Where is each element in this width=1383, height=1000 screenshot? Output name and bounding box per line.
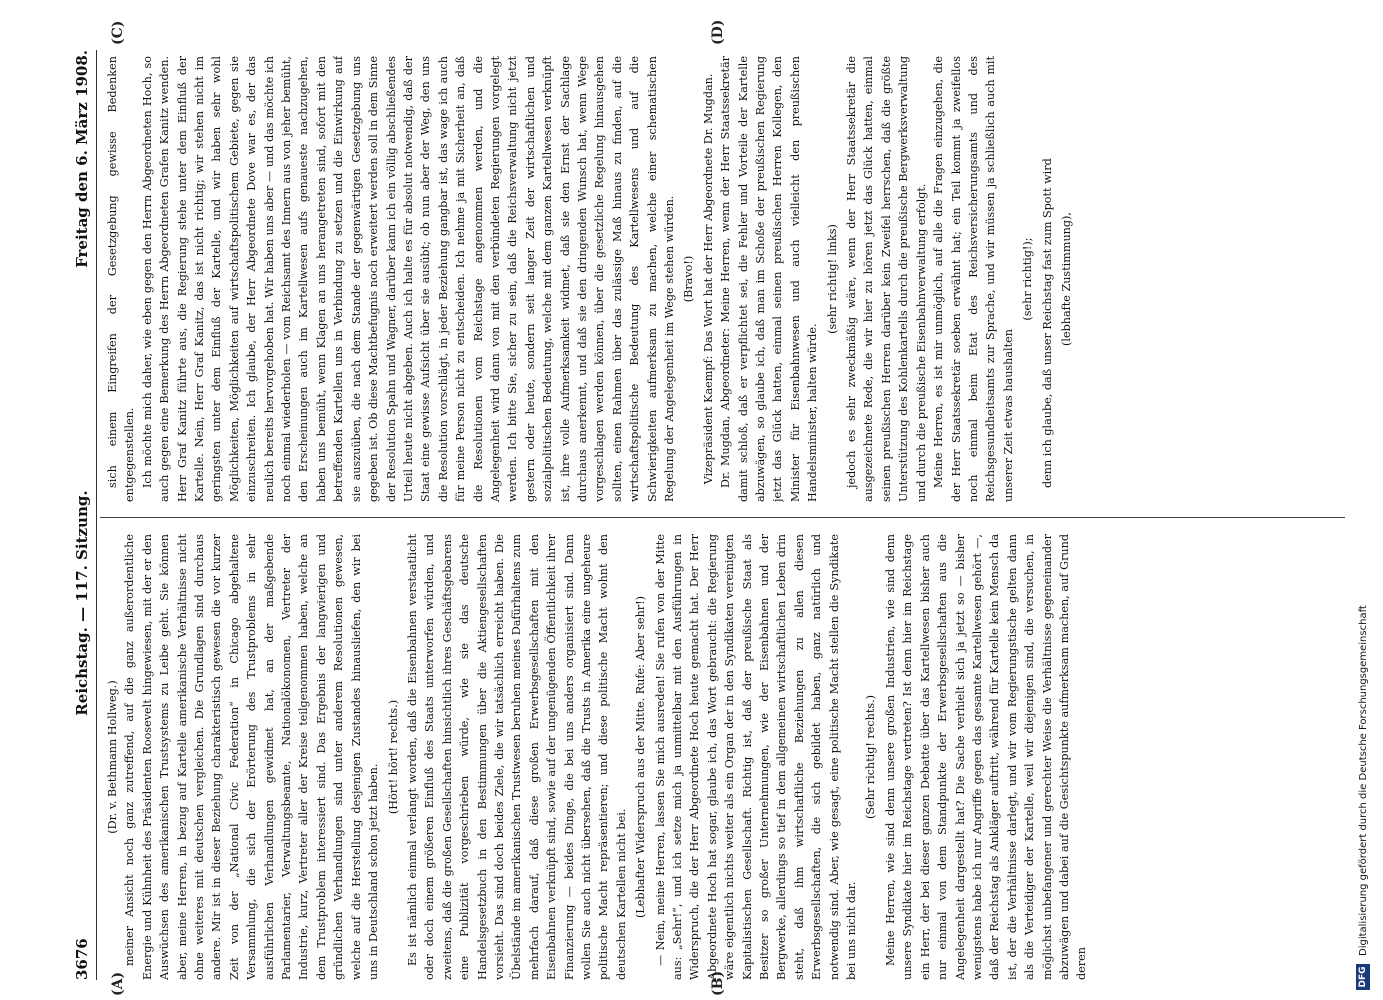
page-date: Freitag den 6. März 1908. [73,50,91,268]
page-number: 3676 [73,938,91,980]
paragraph: meiner Ansicht noch ganz zutreffend, auf die ganz außerordentliche Energie und Kühnheit des Präsidenten Roosevelt hingewiesen, mit der er den Auswüchsen des amerikanischen Trustsystems zu Leibe geht. Sie können aber, meine Herren, in bezug auf Kartelle amerikanische Verhältnisse nicht ohne weiteres mit deutschen vergleichen. Die Grundlagen sind durchaus andere. Mir ist in dieser Beziehung charakteristisch gewesen die vor kurzer Zeit von der „National Civic Federation“ in Chicago abgehaltene Versammlung, die sich der Erörterung des Trustproblems in sehr ausführlichen Verhandlungen gewidmet hat, an der maßgebende Parlamentarier, Verwaltungsbeamte, Nationalökonomen, Vertreter der Industrie, kurz, Vertreter aller der Kreise teilgenommen haben, welche an dem Trustproblem interessiert sind. Das Ergebnis der langwierigen und gründlichen Verhandlungen sind unter anderem Resolutionen gewesen, welche auf die Herstellung desjenigen Zustandes hinausliefen, den wir bei uns in Deutschland schon jetzt haben. [123,534,381,980]
page-body [70,19,1350,996]
dfg-logo: DFG [1356,964,1370,990]
interjection: (Sehr richtig! rechts.) [864,694,878,820]
column-divider [100,517,1345,518]
interjection: (lebhafte Zustimmung), [1059,212,1073,346]
page-title: Reichstag. — 117. Sitzung. [73,490,91,716]
interjection: (Lebhafter Widerspruch aus der Mitte. Rufe: Aber sehr!) [634,596,648,918]
interjection: (Hört! hört! rechts.) [386,699,400,815]
speaker-line: (Dr. v. Bethmann Hollweg.) [106,680,119,834]
paragraph: Meine Herren, wie sind denn unsere großen Industrien, wie sind denn unsere Syndikate hier im Reichstage vertreten? Ist denn hier im Reichstage ein Herr, der bei dieser ganzen Debatte über das Kartellwesen bisher auch nur einmal von dem Standpunkte der Erwerbsgesellschaften aus die Angelegenheit dargestellt hat? Die Sache verhielt sich ja jetzt so — bisher wenigstens habe ich nur Angriffe gegen das gesamte Kartellwesen gehört —, daß der Reichstag als Ankläger auftritt, während für Kartelle kein Mensch da ist, der die Verhältnisse darlegt, und wir vom Regierungstische gelten dann als die Verteidiger der Kartelle, weil wir diejenigen sind, die versuchen, in möglichst unbefangener und gerechter Weise die Verhältnisse gegeneinander abzuwägen und dabei auf die Gesichtspunkte aufmerksam machen, auf Grund deren [883,534,1089,980]
left-column [104,534,1344,980]
paragraph: denn ich glaube, daß unser Reichstag fast zum Spott wird [1040,158,1054,488]
interjection: (Bravo!) [682,255,696,303]
paragraph: — Nein, meine Herren, lassen Sie mich ausreden! Sie rufen von der Mitte aus: „Sehr!“, und ich setze mich ja unmittelbar mit den Ausführungen in Widerspruch, die der Herr Abgeordnete Hoch heute gemacht hat. Der Herr Abgeordnete Hoch hat sogar, glaube ich, das Wort gebraucht: die Regierung wäre eigentlich nichts weiter als ein Organ der in den Syndikaten vereinigten Kapitalistischen Gesellschaft. Richtig ist, daß der preußische Staat als Besitzer so großer Unternehmungen, wie der Eisenbahnen und der Bergwerke, allerdings so tief in dem allgemeinen wirtschaftlichen Leben drin steht, daß ihm wirtschaftliche Beziehungen zu allen diesen Erwerbsgesellschaften, die sich gebildet haben, ganz natürlich und notwendig sind. Aber, wie gesagt, eine politische Macht stellen die Syndikate bei uns nicht dar. [653,534,859,980]
margin-marker-d: (D) [710,19,726,45]
paragraph: Dr. Mugdan, Abgeordneter: Meine Herren, wenn der Herr Staatssekretär damit schloß, daß er verpflichtet sei, die Fehler und Vorteile der Kartelle abzuwägen, so glaube ich, daß man im Schoße der preußischen Regierung jetzt das Glück hatten, einmal seinen preußischen Herren Kollegen, den Minister für Eisenbahnwesen und auch vielleicht den preußischen Handelsminister, halten würde. [719,56,820,502]
paragraph: Es ist nämlich einmal verlangt worden, daß die Eisenbahnen verstaatlicht oder doch einem größeren Einfluß des Staats unterworfen würden, und zweitens, daß die großen Gesellschaften hinsichtlich ihres Geschäftsgebarens eine Publizität vorgeschrieben würde, wie sie das deutsche Handelsgesetzbuch in den Bestimmungen über die Aktiengesellschaften vorsieht. Das sind doch beides Ziele, die wir tatsächlich erreicht haben. Die Übelstände im amerikanischen Trustwesen beruhen meines Dafürhaltens zum mehrfach darauf, daß diese großen Erwerbsgesellschaften mit den Eisenbahnen verknüpft sind, sowie auf der ungenügenden Öffentlichkeit ihrer Finanzierung — beides Dinge, die bei uns anders organisiert sind. Dann wollen Sie auch nicht übersehen, daß die Trusts in Amerika eine ungeheure politische Macht repräsentieren; und diese politische Macht wohnt den deutschen Kartellen nicht bei. [405,534,628,980]
credit-text: Digitalisierung gefördert durch die Deutsche Forschungsgemeinschaft [1357,605,1369,956]
paragraph: Meine Herren, es ist mir unmöglich, auf alle die Fragen einzugehen, die der Herr Staatssekretär soeben erwähnt hat; ein Teil kommt ja zweifellos noch einmal beim Etat des Reichsversicherungsamts und des Reichsgesundheitsamts zur Sprache, und wir müssen ja schließlich auch mit unserer Zeit etwas haushalten [932,56,1015,502]
digitization-credit [1352,0,1374,1000]
paragraph: sich einem Eingreifen der Gesetzgebung gewisse Bedenken entgegenstellen. [106,56,137,502]
page-header [70,50,94,980]
margin-marker-b: (B) [710,970,726,996]
margin-marker-c: (C) [110,20,126,45]
vice-president-line: Vizepräsident Kaempf: Das Wort hat der Herr Abgeordnete Dr. Mugdan. [701,73,715,485]
interjection: (sehr richtig!); [1021,237,1035,321]
right-column [104,56,1344,502]
paragraph: Ich möchte mich daher, wie eben gegen den Herrn Abgeordneten Hoch, so auch gegen eine Bemerkung des Herrn Abgeordneten Grafen Kanitz wenden. Herr Graf Kanitz führte aus, die Regierung stehe unter dem Einfluß der Kartelle. Nein, Herr Graf Kanitz, das ist nicht richtig; wir stehen nicht im geringsten unter dem Einfluß der Kartelle, und wir haben sehr wohl Möglichkeiten, Möglichkeiten auf wirtschaftspolitischem Gebiete, gegen sie einzuschreiten. Ich glaube, der Herr Abgeordnete Dove war es, der das neulich bereits hervorgehoben hat. Wir haben uns aber — und das möchte ich noch einmal wiederholen — vom Reichsamt des Innern aus von jeher bemüht, den Erscheinungen auch im Kartellwesen aufs genaueste nachzugehen, haben uns bemüht, wenn Klagen an uns herangetreten sind, sofort mit den betreffenden Kartellen uns in Verbindung zu setzen und die Einwirkung auf sie auszuüben, die nach dem Stande der gegenwärtigen Gesetzgebung uns gegeben ist. Ob diese Machtbefugnis noch erweitert werden soll in dem Sinne der Resolution Spahn und Wagner, darüber kann ich ein völlig abschließendes Urteil heute nicht abgeben. Auch ich halte es für absolut notwendig, daß der Staat eine gewisse Aufsicht über sie ausübt; ob nun aber der Weg, den uns die Resolution vorschlägt, in jeder Beziehung gangbar ist, das wage ich auch für meine Person nicht zu entscheiden. Ich nehme ja mit Sicherheit an, daß die Resolutionen vom Reichstage angenommen werden, und die Angelegenheit wird dann von mit den verbündeten Regierungen vorgelegt werden. Ich bitte Sie, sicher zu sein, daß die Reichsverwaltung nicht jetzt gestern oder heute, sondern seit langer Zeit der wirtschaftlichen und sozialpolitischen Bedeutung, welche mit dem ganzen Kartellwesen verknüpft ist, ihre volle Aufmerksamkeit widmet, daß sie den Ernst der Sachlage durchaus anerkennt, und daß sie den dringenden Wunsch hat, wenn Wege vorgeschlagen werden können, über die gesetzliche Regelung hinausgehen sollten, einen Rahmen über das zulässige Maß hinaus zu finden, auf die wirtschaftspolitische Bedeutung des Kartellwesens und auf die Schwierigkeiten aufmerksam zu machen, welche einer schematischen Regelung der Angelegenheit im Wege stehen würden. [140,56,676,502]
paragraph: jedoch es sehr zweckmäßig wäre, wenn der Herr Staatssekretär die ausgezeichnete Rede, die wir hier zu hören jetzt das Glück hatten, einmal seinen preußischen Herren darüber kein Zweifel herrschen, daß die größte Unterstützung des Kohlenkartells durch die preußische Bergwerksverwaltung und durch die preußische Eisenbahnverwaltung erfolgt. [845,56,928,502]
margin-marker-a: (A) [110,971,126,996]
interjection: (sehr richtig! links) [825,224,839,334]
header-rule [96,50,97,980]
